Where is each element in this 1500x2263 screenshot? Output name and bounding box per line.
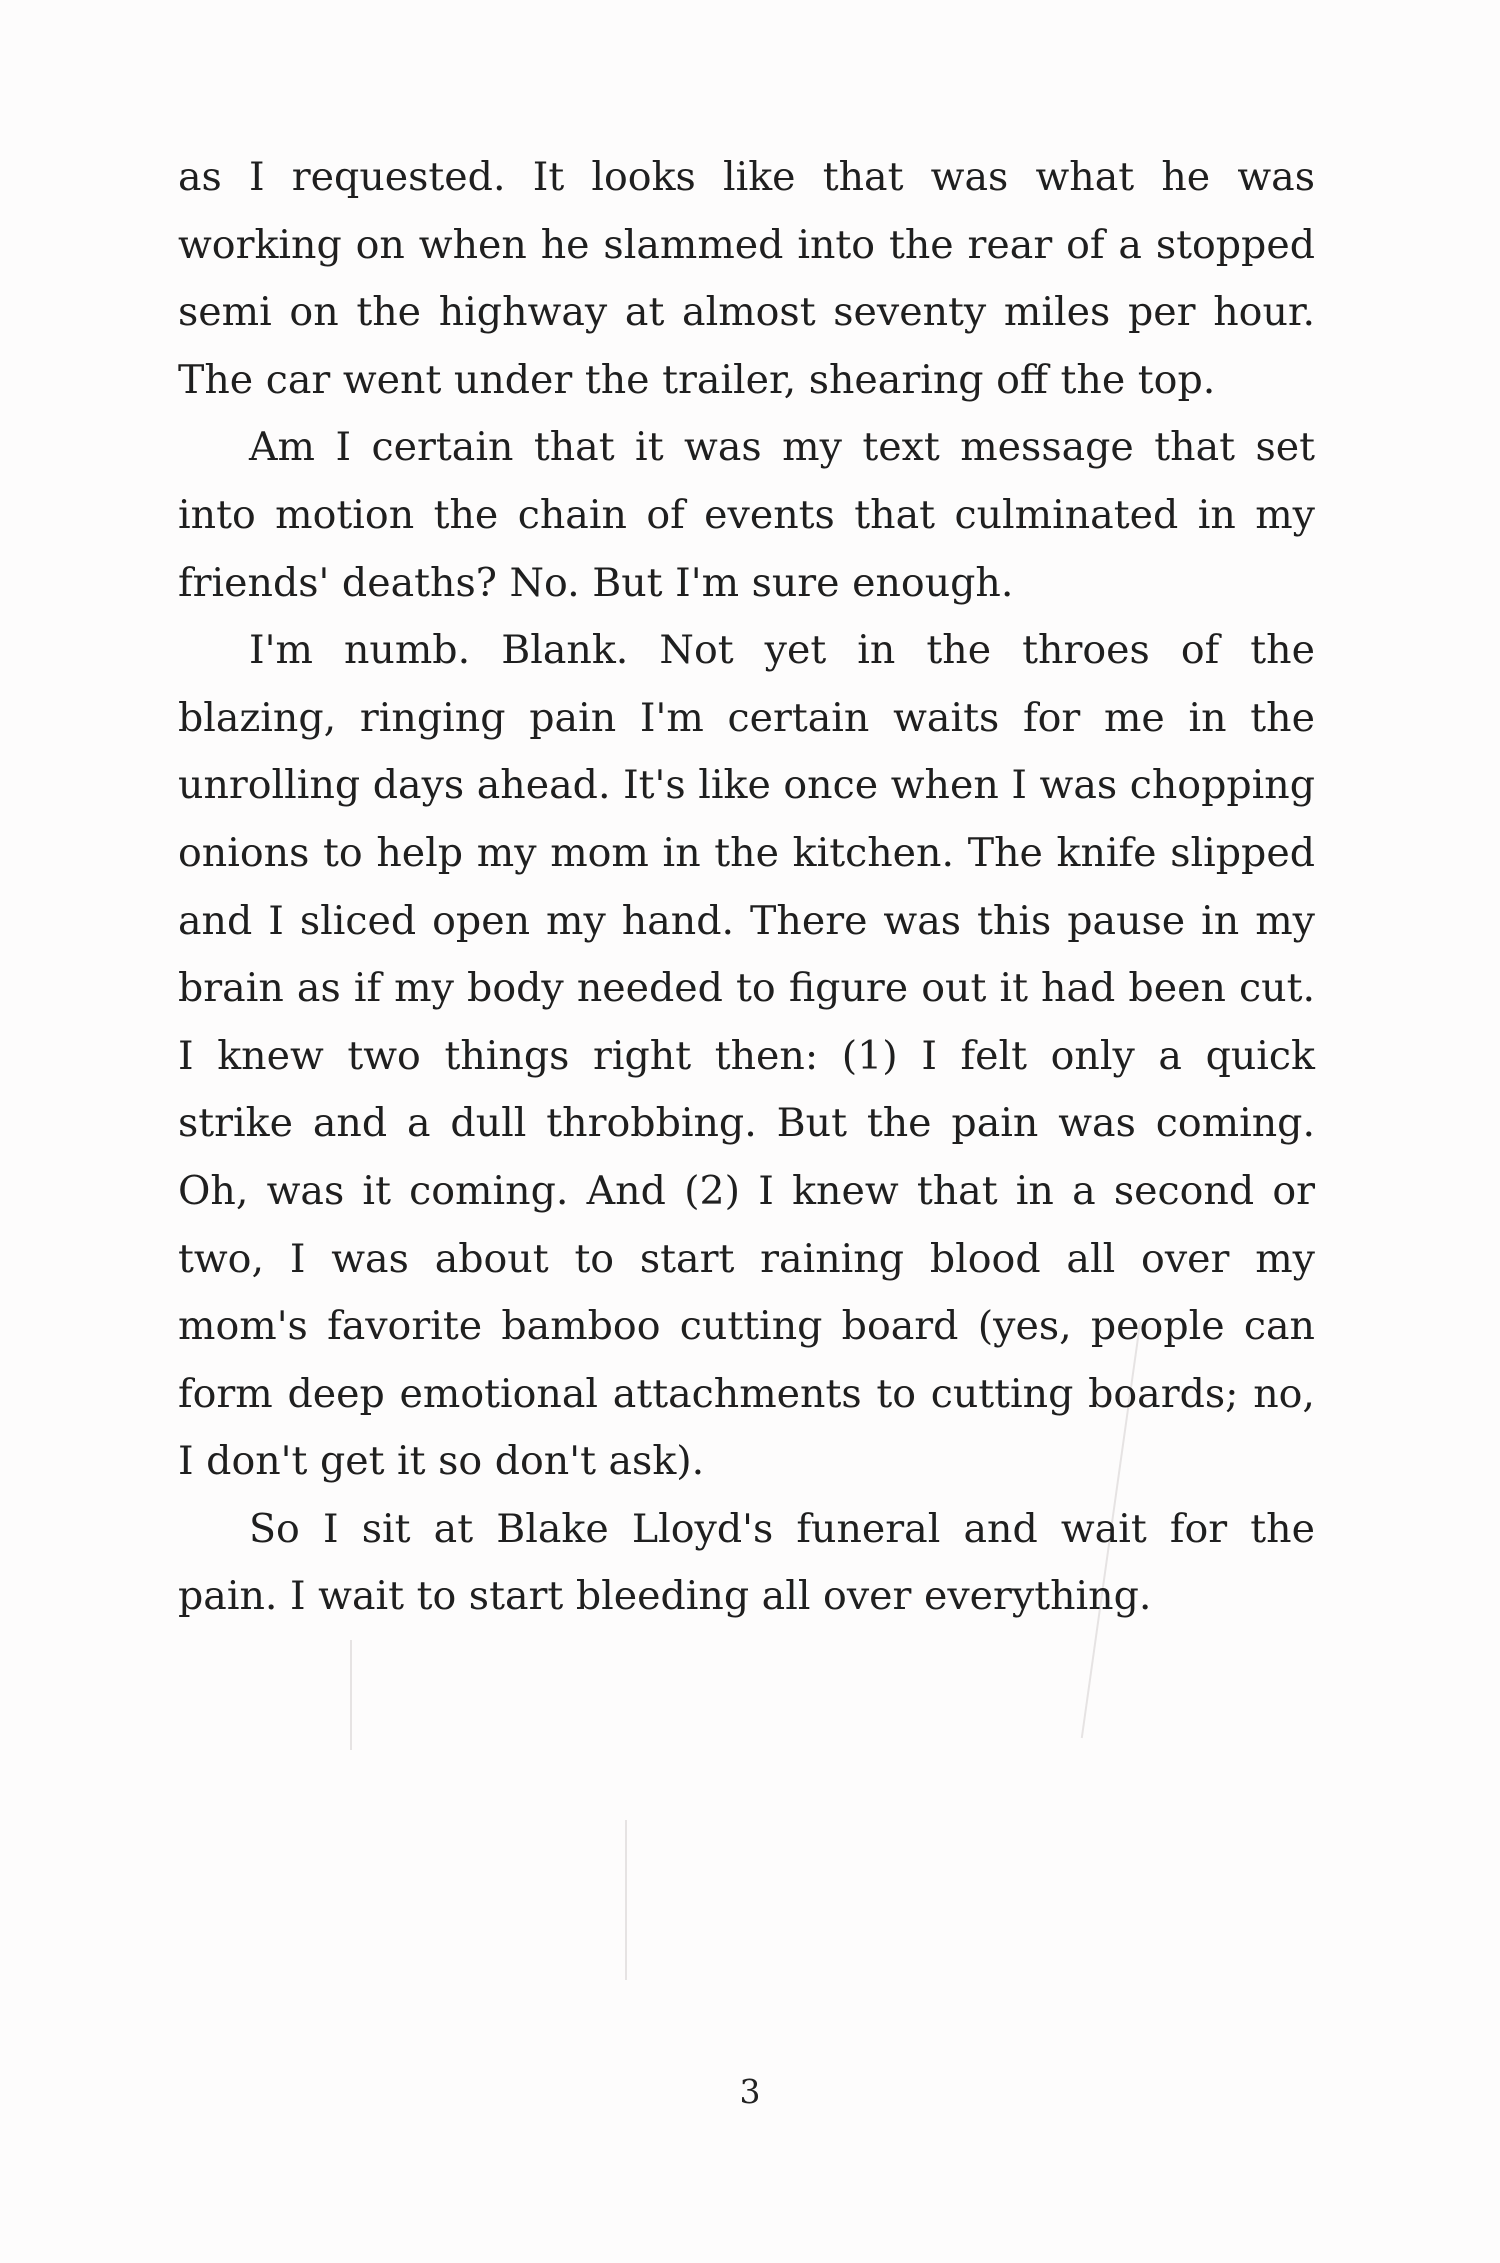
scan-artifact (350, 1640, 352, 1750)
page-number: 3 (739, 2072, 761, 2111)
scan-artifact (625, 1820, 627, 1980)
paragraph: Am I certain that it was my text message that set into motion the chain of events that culminated in my friends' deaths? No. But I'm sure enough. (178, 424, 1315, 606)
paragraph: I'm numb. Blank. Not yet in the throes of the blazing, ringing pain I'm certain waits for me in the unrolling days ahead. It's like once when I was chopping onions to help my mom in the kitchen. The knife slipped and I sliced open my hand. There was this pause in my brain as if my body needed to figure out it had been cut. I knew two things right then: (1) I felt only a quick strike and a dull throbbing. But the pain was coming. Oh, was it coming. And (2) I knew that in a second or two, I was about to start raining blood all over my mom's favorite bamboo cutting board (yes, people can form deep emotional attachments to cutting boards; no, I don't get it so don't ask). (178, 627, 1315, 1485)
paragraph: as I requested. It looks like that was what he was working on when he slammed into the rear of a stopped semi on the highway at almost seventy miles per hour. The car went under the trailer, shearing off the top. (178, 154, 1315, 403)
paragraph: So I sit at Blake Lloyd's funeral and wait for the pain. I wait to start bleeding all over everything. (178, 1505, 1315, 1620)
body-text (178, 144, 1315, 1631)
